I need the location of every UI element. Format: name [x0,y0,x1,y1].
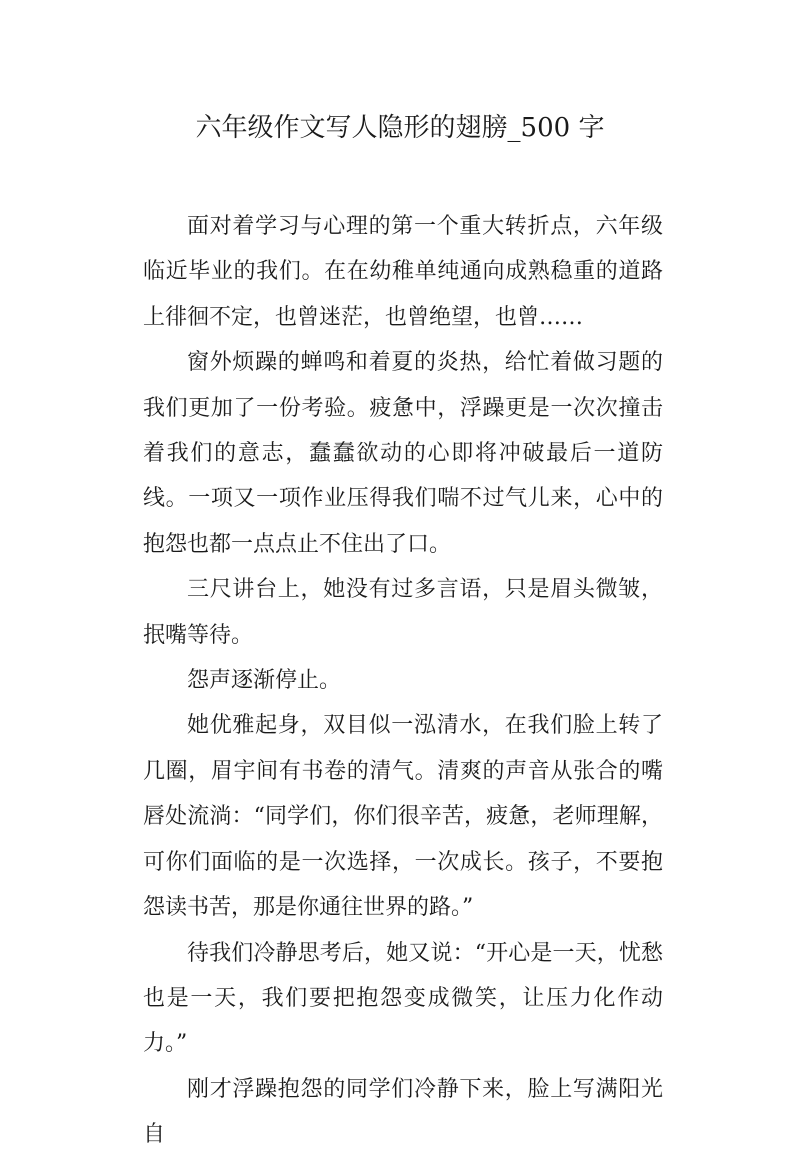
paragraph: 面对着学习与心理的第一个重大转折点，六年级临近毕业的我们。在在幼稚单纯通向成熟稳重的道路上徘徊不定，也曾迷茫，也曾绝望，也曾…… [143,214,663,330]
document-body [143,204,663,1158]
paragraph: 怨声逐渐停止。 [187,668,342,694]
paragraph: 她优雅起身，双目似一泓清水，在我们脸上转了几圈，眉宇间有书卷的清气。清爽的声音从张合的嘴唇处流淌：“同学们，你们很辛苦，疲惫，老师理解，可你们面临的是一次选择，一次成长。孩子，不要抱怨读书苦，那是你通往世界的路。” [143,713,663,921]
paragraph: 三尺讲台上，她没有过多言语，只是眉头微皱，抿嘴等待。 [143,577,663,648]
paragraph: 刚才浮躁抱怨的同学们冷静下来，脸上写满阳光自 [143,1076,663,1148]
paragraph: 窗外烦躁的蝉鸣和着夏的炎热，给忙着做习题的我们更加了一份考验。疲惫中，浮躁更是一次次撞击着我们的意志，蠢蠢欲动的心即将冲破最后一道防线。一项又一项作业压得我们喘不过气儿来，心中的抱怨也都一点点止不住出了口。 [143,350,663,557]
paragraph: 待我们冷静思考后，她又说：“开心是一天，忧愁也是一天，我们要把抱怨变成微笑，让压力化作动力。” [143,940,663,1057]
document-title: 六年级作文写人隐形的翅膀_500 字 [195,113,605,143]
